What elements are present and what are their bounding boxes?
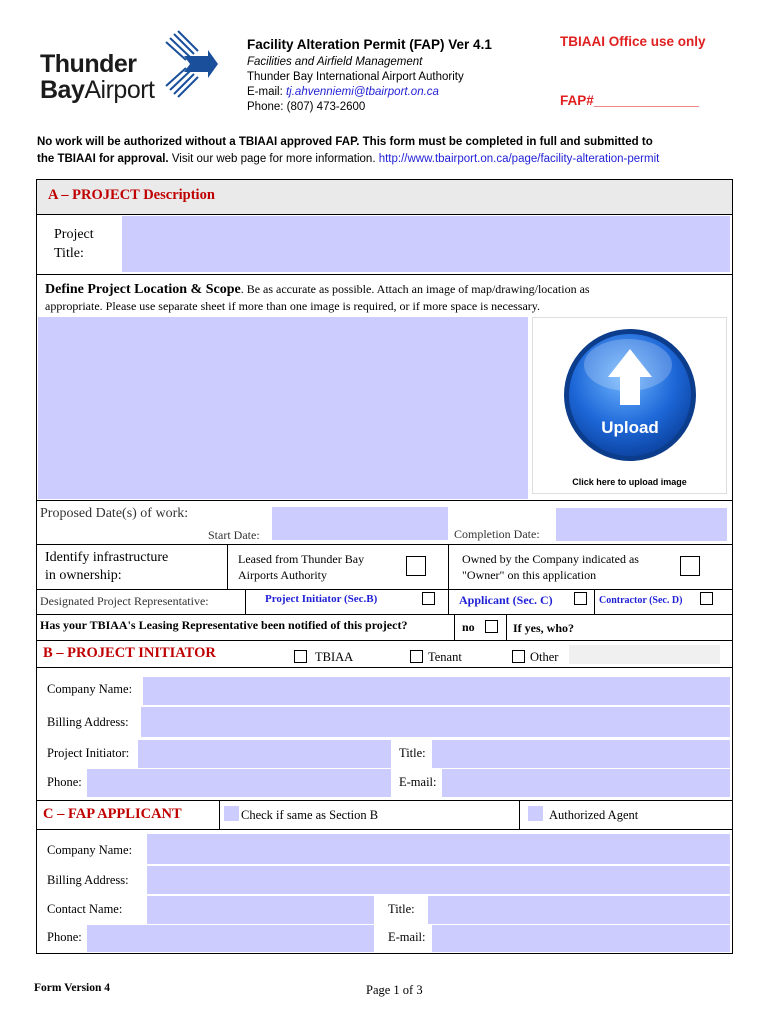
notice-line1: No work will be authorized without a TBIAAI approved FAP. This form must be completed in full and submitted to <box>37 136 653 148</box>
upload-icon-text: Upload <box>601 418 659 437</box>
authorized-agent-checkbox[interactable] <box>528 806 543 821</box>
tbiaa-checkbox[interactable] <box>294 650 307 663</box>
leased-label-1: Leased from Thunder Bay <box>238 552 365 566</box>
c-title-label: Title: <box>388 902 415 916</box>
b-phone-field[interactable] <box>87 769 391 797</box>
plane-arrow-icon <box>160 30 218 98</box>
divider <box>37 829 732 830</box>
same-as-b-label: Check if same as Section B <box>241 808 379 822</box>
option-applicant: Applicant (Sec. C) <box>459 593 553 607</box>
tenant-label: Tenant <box>428 650 462 664</box>
authorized-agent-label: Authorized Agent <box>549 808 639 822</box>
scope-description-field[interactable] <box>38 317 528 499</box>
notice-text: Visit our web page for more information. <box>168 153 379 165</box>
proposed-dates-label: Proposed Date(s) of work: <box>40 506 189 521</box>
b-email-field[interactable] <box>442 769 730 797</box>
b-billing-address-field[interactable] <box>141 707 730 737</box>
office-use-label: TBIAAI Office use only <box>560 34 706 49</box>
scope-line1 <box>45 281 590 298</box>
authority-name: Thunder Bay International Airport Authority <box>247 71 464 83</box>
c-contact-name-field[interactable] <box>147 896 374 924</box>
form-version: Form Version 4 <box>34 982 111 994</box>
b-project-initiator-field[interactable] <box>138 740 391 768</box>
divider <box>594 590 595 614</box>
contractor-checkbox[interactable] <box>700 592 713 605</box>
owned-label-1: Owned by the Company indicated as <box>462 552 639 566</box>
contact-email-link[interactable]: tj.ahvenniemi@tbairport.on.ca <box>285 86 439 98</box>
divider <box>37 800 732 801</box>
leased-checkbox[interactable] <box>406 556 426 576</box>
option-project-initiator: Project Initiator (Sec.B) <box>265 593 378 605</box>
form-title: Facility Alteration Permit (FAP) Ver 4.1 <box>247 37 492 52</box>
divider <box>37 667 732 668</box>
contact-email <box>247 86 439 98</box>
project-title-label-2: Title: <box>54 246 84 261</box>
c-company-name-label: Company Name: <box>47 843 133 857</box>
infrastructure-label-2: in ownership: <box>45 568 122 583</box>
other-checkbox[interactable] <box>512 650 525 663</box>
start-date-label: Start Date: <box>208 528 260 542</box>
leasing-question: Has your TBIAA's Leasing Representative been notified of this project? <box>40 618 408 632</box>
b-project-initiator-label: Project Initiator: <box>47 746 130 760</box>
page-number: Page 1 of 3 <box>366 983 423 997</box>
upload-caption: Click here to upload image <box>572 477 687 487</box>
other-specify-field[interactable] <box>569 645 720 664</box>
scope-text-1: . Be as accurate as possible. Attach an image of map/drawing/location as <box>240 282 590 296</box>
divider <box>454 615 455 640</box>
airport-logo <box>38 30 218 105</box>
infrastructure-label <box>45 549 168 585</box>
divider <box>448 590 449 614</box>
no-label: no <box>462 620 475 634</box>
scope-text-2: appropriate. Please use separate sheet if more than one image is required, or if more space is necessary. <box>45 299 541 313</box>
contact-phone: Phone: (807) 473-2600 <box>247 101 366 113</box>
leased-label <box>238 551 364 583</box>
completion-date-field[interactable] <box>556 508 727 541</box>
upload-image-button[interactable] <box>532 317 727 494</box>
owned-label-2: "Owner" on this application <box>462 568 597 582</box>
divider <box>37 544 732 545</box>
b-title-label: Title: <box>399 746 426 760</box>
divider <box>448 545 449 589</box>
logo-text-bay: Bay <box>40 76 85 104</box>
c-billing-address-field[interactable] <box>147 866 730 894</box>
project-title-label-1: Project <box>54 227 94 242</box>
b-company-name-field[interactable] <box>143 677 730 705</box>
owned-checkbox[interactable] <box>680 556 700 576</box>
c-phone-field[interactable] <box>87 925 374 952</box>
infrastructure-label-1: Identify infrastructure <box>45 550 169 565</box>
divider <box>37 500 732 501</box>
other-label: Other <box>530 650 559 664</box>
dept-name: Facilities and Airfield Management <box>247 56 423 68</box>
divider <box>37 589 732 590</box>
scope-heading: Define Project Location & Scope <box>45 282 241 297</box>
webpage-link[interactable]: http://www.tbairport.on.ca/page/facility-alteration-permit <box>378 153 660 165</box>
c-email-label: E-mail: <box>388 930 426 944</box>
b-company-name-label: Company Name: <box>47 682 133 696</box>
section-b-title: B – PROJECT INITIATOR <box>43 645 216 661</box>
if-yes-label: If yes, who? <box>513 621 575 635</box>
c-billing-address-label: Billing Address: <box>47 873 129 887</box>
start-date-field[interactable] <box>272 507 448 540</box>
project-title-label <box>54 225 94 263</box>
section-a-title: A – PROJECT Description <box>48 187 215 203</box>
section-c-title: C – FAP APPLICANT <box>43 806 182 822</box>
upload-icon <box>560 325 700 465</box>
b-title-field[interactable] <box>432 740 730 768</box>
divider <box>227 545 228 589</box>
b-phone-label: Phone: <box>47 775 82 789</box>
b-billing-address-label: Billing Address: <box>47 715 129 729</box>
tbiaa-label: TBIAA <box>315 650 354 664</box>
same-as-b-checkbox[interactable] <box>224 806 239 821</box>
c-contact-name-label: Contact Name: <box>47 902 123 916</box>
divider <box>37 274 732 275</box>
c-title-field[interactable] <box>428 896 730 924</box>
divider <box>219 801 220 829</box>
option-contractor: Contractor (Sec. D) <box>599 595 683 606</box>
logo-text-bayairport <box>40 76 155 105</box>
designated-rep-label: Designated Project Representative: <box>40 594 209 608</box>
initiator-checkbox[interactable] <box>422 592 435 605</box>
c-email-field[interactable] <box>432 925 730 952</box>
project-title-field[interactable] <box>122 216 730 272</box>
owned-label <box>462 551 639 583</box>
divider <box>245 590 246 614</box>
notice-line2 <box>37 153 659 165</box>
divider <box>506 615 507 640</box>
applicant-checkbox[interactable] <box>574 592 587 605</box>
tenant-checkbox[interactable] <box>410 650 423 663</box>
logo-text-airport: Airport <box>84 76 155 104</box>
no-checkbox[interactable] <box>485 620 498 633</box>
b-email-label: E-mail: <box>399 775 437 789</box>
c-company-name-field[interactable] <box>147 834 730 864</box>
notice-bold: the TBIAAI for approval. <box>37 153 169 165</box>
divider <box>37 214 732 215</box>
divider <box>37 640 732 641</box>
c-phone-label: Phone: <box>47 930 82 944</box>
divider <box>37 614 732 615</box>
divider <box>519 801 520 829</box>
scope-instructions <box>45 281 590 315</box>
logo-text-thunder: Thunder <box>40 50 137 78</box>
email-label: E-mail: <box>247 86 286 98</box>
completion-date-label: Completion Date: <box>454 527 540 541</box>
leased-label-2: Airports Authority <box>238 568 327 582</box>
fap-number: FAP#______________ <box>560 93 699 108</box>
